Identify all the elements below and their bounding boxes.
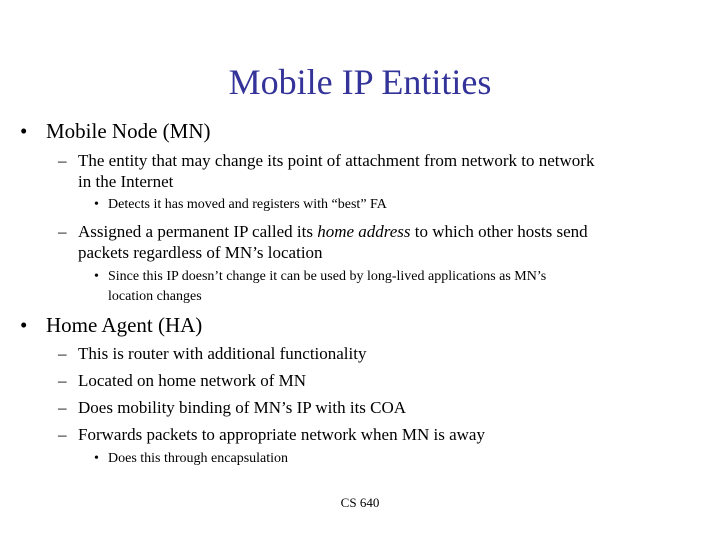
ha-item-text: Located on home network of MN bbox=[78, 371, 307, 390]
since-line1: Since this IP doesn’t change it can be used by long-lived applications as MN’s bbox=[108, 269, 547, 284]
ha-item bbox=[58, 370, 306, 391]
bullet-mobile-node-text: Mobile Node (MN) bbox=[46, 119, 211, 143]
entity-line1: The entity that may change its point of attachment from network to network bbox=[78, 151, 595, 170]
dash-marker: – bbox=[58, 371, 67, 390]
bullet-home-agent-text: Home Agent (HA) bbox=[46, 313, 203, 337]
home-address-term: home address bbox=[317, 222, 411, 241]
ha-item bbox=[58, 424, 485, 445]
ha-item-text: This is router with additional functionality bbox=[78, 344, 367, 363]
sub-bullet-entity bbox=[58, 150, 594, 192]
bullet-marker: • bbox=[94, 269, 99, 284]
assigned-line2: packets regardless of MN’s location bbox=[78, 243, 323, 262]
sub-sub-bullet-detects bbox=[94, 195, 387, 215]
ha-item bbox=[58, 397, 406, 418]
ha-item bbox=[58, 343, 366, 364]
ha-item-text: Forwards packets to appropriate network when MN is away bbox=[78, 425, 485, 444]
slide-footer: CS 640 bbox=[340, 495, 380, 510]
dash-marker: – bbox=[58, 222, 67, 241]
sub-bullet-assigned bbox=[58, 221, 588, 263]
entity-line2: in the Internet bbox=[78, 172, 174, 191]
assigned-line1: Assigned a permanent IP called its home address to which other hosts send bbox=[78, 222, 588, 241]
dash-marker: – bbox=[58, 425, 67, 444]
since-line2: location changes bbox=[108, 289, 202, 304]
sub-sub-bullet-encapsulation bbox=[94, 449, 288, 469]
encapsulation-text: Does this through encapsulation bbox=[108, 451, 289, 466]
bullet-marker: • bbox=[20, 119, 28, 143]
bullet-marker: • bbox=[94, 451, 99, 466]
detects-text: Detects it has moved and registers with “best” FA bbox=[108, 197, 387, 212]
bullet-mobile-node bbox=[20, 119, 210, 144]
bullet-marker: • bbox=[20, 313, 28, 337]
sub-sub-bullet-since bbox=[94, 267, 546, 307]
dash-marker: – bbox=[58, 151, 67, 170]
slide-title: Mobile IP Entities bbox=[228, 62, 492, 102]
bullet-marker: • bbox=[94, 197, 99, 212]
bullet-home-agent bbox=[20, 313, 202, 338]
dash-marker: – bbox=[58, 398, 67, 417]
dash-marker: – bbox=[58, 344, 67, 363]
ha-item-text: Does mobility binding of MN’s IP with its COA bbox=[78, 398, 407, 417]
